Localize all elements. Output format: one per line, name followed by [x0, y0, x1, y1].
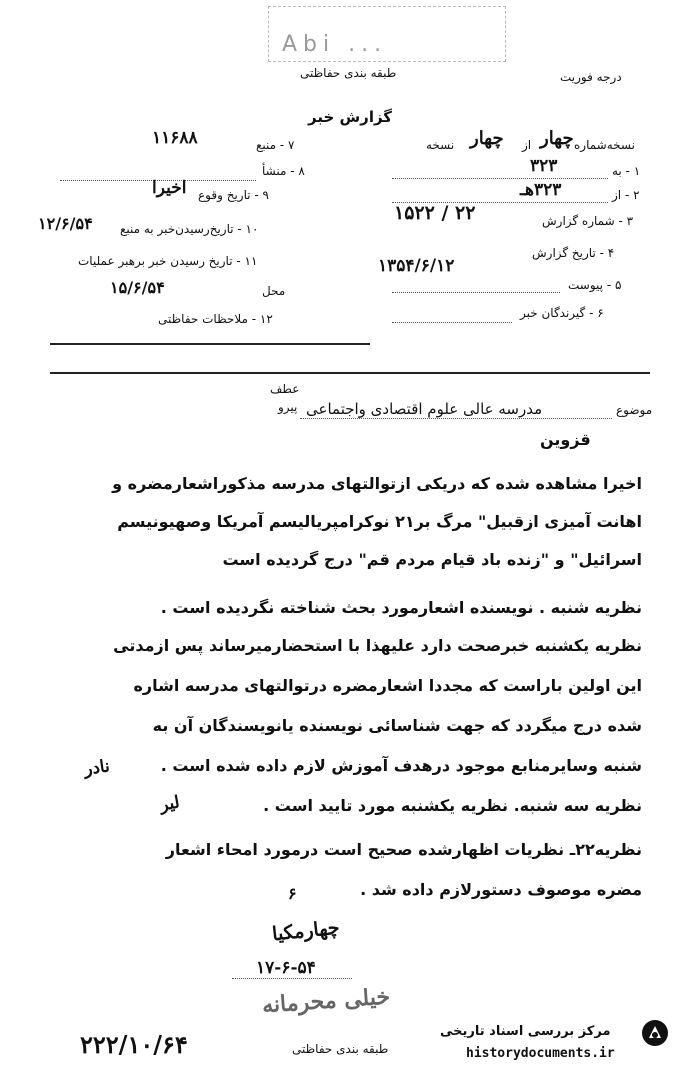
classification-label: طبقه بندی حفاظتی: [300, 66, 397, 80]
body-line-5: نظریه یکشنبه خبرصحت دارد علیهذا با استحضارمیرساند پس ازمدتی: [113, 636, 642, 655]
field-7-label: ۷ - منبع: [256, 138, 295, 152]
body-line-6: این اولین باراست که مجددا اشعارمضره درتوالتهای مدرسه اشاره: [133, 676, 642, 695]
signature-line: [232, 978, 352, 979]
body-line-10: نظریه۲۲ـ نظریات اظهارشده صحیح است درمورد امحاء اشعار: [165, 840, 642, 859]
signature-mark: ۶: [288, 884, 297, 903]
field-12-label: ۱۲ - ملاحظات حفاظتی: [158, 312, 273, 326]
copy-total: چهار: [470, 128, 504, 149]
field-10-value: ۱۲/۶/۵۴: [38, 214, 93, 233]
field-11-value: ۱۵/۶/۵۴: [110, 278, 165, 297]
body-line-8: شنبه وسایرمنابع موجود درهدف آموزش لازم داده شده است .: [160, 756, 642, 775]
body-line-3: اسرائیل" و "زنده باد قیام مردم قم" درج گردیده است: [222, 550, 642, 569]
subject-city: قزوین: [540, 430, 591, 449]
urgency-label: درجه فوریت: [560, 70, 622, 84]
bottom-date: ۲۲۲/۱۰/۶۴: [80, 1030, 188, 1059]
signature-scrawl: خیلی محرمانه: [261, 983, 391, 1019]
subject-note: عطف: [270, 382, 300, 396]
body-line-1: اخیرا مشاهده شده که دریکی ازتوالتهای مدرسه مذکوراشعارمضره و: [112, 474, 642, 493]
body-line-4: نظریه شنبه . نویسنده اشعارمورد بحث شناخته نگردیده است .: [160, 598, 642, 617]
field-1-value: ۳۲۳: [530, 156, 558, 176]
body-line-7: شده درج میگردد که جهت شناسائی نویسنده یانویسندگان آن به: [152, 716, 642, 735]
field-4-label: ۴ - تاریخ گزارش: [532, 246, 615, 260]
field-5-line: [392, 292, 560, 293]
field-3-label: ۳ - شماره گزارش: [542, 214, 634, 228]
divider-left-top: [50, 343, 370, 345]
body-line-11: مضره موصوف دستورلازم داده شد .: [360, 880, 642, 899]
field-6-label: ۶ - گیرندگان خبر: [520, 306, 604, 320]
field-6-line: [392, 322, 512, 323]
copy-of: از: [522, 138, 532, 152]
field-11-place-label: محل: [262, 284, 286, 298]
subject-line: [300, 418, 612, 419]
field-8-label: ۸ - منشأ: [262, 164, 305, 178]
subject-note2: پیرو: [278, 400, 298, 414]
copy-value: چهار: [540, 128, 574, 149]
margin-note-1: نادر: [82, 756, 111, 780]
footer-classification: طبقه بندی حفاظتی: [292, 1042, 389, 1056]
top-stamp-text: Abi ...: [282, 32, 388, 57]
signature-name: چهارمکیا: [271, 916, 341, 946]
copy-label: نسخه‌شماره: [574, 138, 635, 152]
field-7-value: ۱۱۶۸۸: [152, 128, 198, 148]
archive-logo-icon: [640, 1018, 670, 1048]
field-2-value: ۳۲۳هـ: [520, 180, 562, 200]
margin-note-2: لیر: [158, 792, 182, 816]
footer-url: historydocuments.ir: [466, 1046, 615, 1061]
report-title: گزارش خبر: [308, 108, 393, 126]
field-5-label: ۵ - پیوست: [568, 278, 622, 292]
field-1-label: ۱ - به: [612, 164, 641, 178]
subject-label: موضوع: [616, 403, 653, 417]
field-9-label: ۹ - تاریخ وقوع: [198, 188, 269, 202]
signature-date: ۱۷-۶-۵۴: [256, 958, 316, 978]
field-2-label: ۲ - از: [612, 188, 640, 202]
copy-suffix: نسخه: [426, 138, 455, 152]
field-11-label: ۱۱ - تاریخ رسیدن خبر برهبر عملیات: [78, 254, 258, 268]
subject-text: مدرسه عالی علوم اقتصادی واجتماعی: [306, 400, 543, 418]
field-4-value: ۱۳۵۴/۶/۱۲: [378, 256, 455, 276]
field-1-line: [392, 178, 608, 179]
field-9-value: اخیرا: [152, 178, 187, 198]
field-10-label: ۱۰ - تاریخ‌رسیدن‌خبر به منبع: [120, 222, 259, 236]
divider-full: [50, 372, 650, 374]
footer-org-name: مرکز بررسی اسناد تاریخی: [440, 1024, 611, 1039]
field-3-value: ۲۲ / ۱۵۲۲: [394, 202, 476, 224]
body-line-9: نظریه سه شنبه. نظریه یکشنبه مورد تایید است .: [263, 796, 642, 815]
body-line-2: اهانت آمیزی ازقبیل" مرگ بر۲۱ نوکرامپریالیسم آمریکا وصهیونیسم: [117, 512, 642, 531]
